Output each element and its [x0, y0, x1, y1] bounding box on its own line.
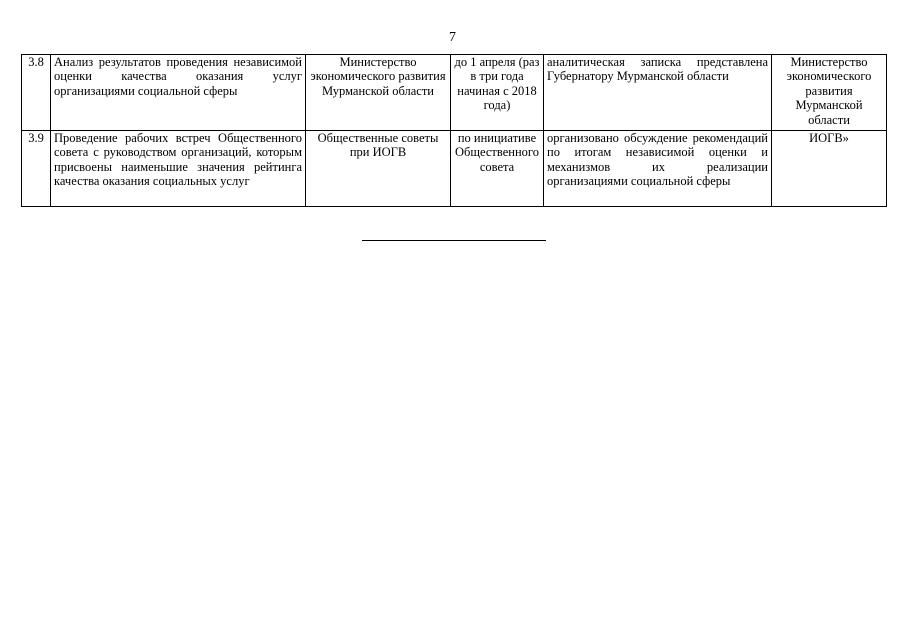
responsible-cell	[772, 55, 887, 131]
deadline-cell	[451, 131, 544, 207]
closing-rule	[362, 240, 546, 241]
executor-text: Министерство экономического развития Мурманской области	[310, 55, 446, 98]
executor-cell	[306, 55, 451, 131]
action-cell	[51, 131, 306, 207]
row-number-cell: 3.8	[22, 55, 51, 131]
table-row	[22, 131, 887, 207]
executor-text: Общественные советы при ИОГВ	[317, 131, 439, 160]
action-text: Проведение рабочих встреч Общественного совета с руководством организаций, которым присвоены наименьшие значения рейтинга качества оказания социальных услуг	[54, 131, 302, 189]
table-row	[22, 55, 887, 131]
responsible-text: ИОГВ»	[809, 131, 849, 145]
result-text: аналитическая записка представлена Губернатору Мурманской области	[547, 55, 768, 84]
deadline-cell	[451, 55, 544, 131]
responsible-cell	[772, 131, 887, 207]
page-number: 7	[449, 30, 456, 45]
executor-cell	[306, 131, 451, 207]
deadline-text: до 1 апреля (раз в три года начиная с 2018 года)	[454, 55, 540, 113]
action-text: Анализ результатов проведения независимой оценки качества оказания услуг организациями социальной сферы	[54, 55, 302, 98]
result-cell	[544, 55, 772, 131]
measures-table	[21, 54, 887, 207]
result-cell	[544, 131, 772, 207]
responsible-text: Министерство экономического развития Мурманской области	[786, 55, 872, 127]
action-cell	[51, 55, 306, 131]
result-text: организовано обсуждение рекомендаций по итогам независимой оценки и механизмов их реализации организациями социальной сферы	[547, 131, 768, 189]
deadline-text: по инициативе Общественного совета	[455, 131, 539, 174]
row-number-cell: 3.9	[22, 131, 51, 207]
